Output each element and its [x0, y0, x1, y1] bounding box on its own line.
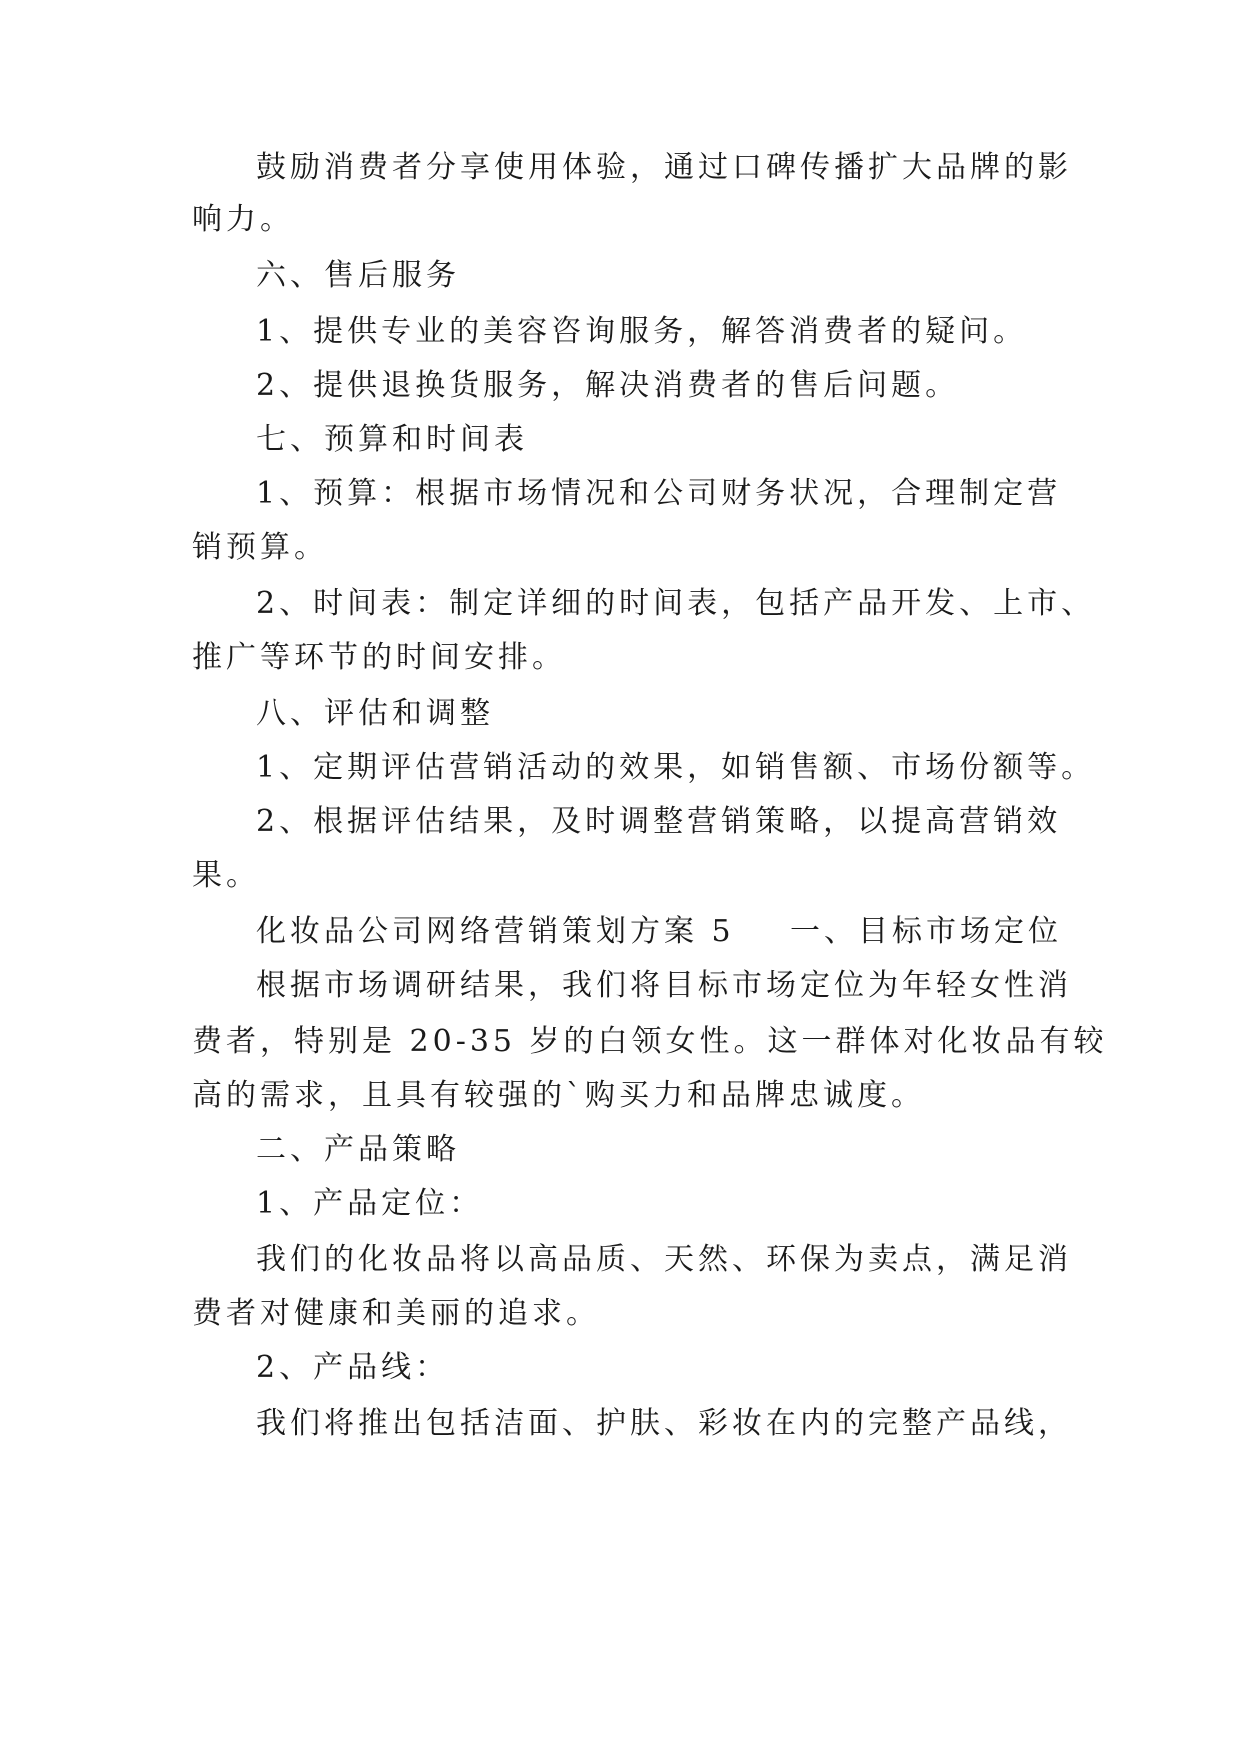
paragraph-line: 1、提供专业的美容咨询服务，解答消费者的疑问。 — [256, 314, 1028, 349]
paragraph-line: 2、根据评估结果，及时调整营销策略，以提高营销效 — [256, 804, 1062, 839]
paragraph-line: 1、预算：根据市场情况和公司财务状况，合理制定营 — [256, 476, 1062, 511]
paragraph-line: 我们将推出包括洁面、护肤、彩妆在内的完整产品线， — [256, 1406, 1072, 1441]
section-heading: 二、产品策略 — [256, 1132, 460, 1167]
document-title-line — [256, 912, 1062, 952]
paragraph-line: 费者，特别是 20-35 岁的白领女性。这一群体对化妆品有较 — [192, 1024, 1108, 1059]
paragraph-line: 1、定期评估营销活动的效果，如销售额、市场份额等。 — [256, 750, 1096, 785]
paragraph-line: 推广等环节的时间安排。 — [192, 640, 566, 675]
section-heading: 六、售后服务 — [256, 258, 460, 293]
paragraph-line: 费者对健康和美丽的追求。 — [192, 1296, 600, 1331]
paragraph-line: 2、提供退换货服务，解决消费者的售后问题。 — [256, 368, 960, 403]
paragraph-line: 我们的化妆品将以高品质、天然、环保为卖点，满足消 — [256, 1242, 1072, 1277]
section-heading: 一、目标市场定位 — [790, 914, 1062, 949]
paragraph-line: 2、产品线： — [256, 1350, 450, 1385]
paragraph-line: 响力。 — [192, 202, 294, 237]
section-heading: 七、预算和时间表 — [256, 422, 528, 457]
paragraph-line: 根据市场调研结果，我们将目标市场定位为年轻女性消 — [256, 968, 1072, 1003]
paragraph-line: 销预算。 — [192, 530, 328, 565]
paragraph-line: 高的需求，且具有较强的`购买力和品牌忠诚度。 — [192, 1078, 925, 1113]
paragraph-line: 果。 — [192, 858, 260, 893]
paragraph-line: 2、时间表：制定详细的时间表，包括产品开发、上市、 — [256, 586, 1096, 621]
paragraph-line: 1、产品定位： — [256, 1186, 484, 1221]
section-heading: 八、评估和调整 — [256, 696, 494, 731]
paragraph-line: 鼓励消费者分享使用体验，通过口碑传播扩大品牌的影 — [256, 150, 1072, 185]
document-title: 化妆品公司网络营销策划方案 5 — [256, 914, 735, 949]
